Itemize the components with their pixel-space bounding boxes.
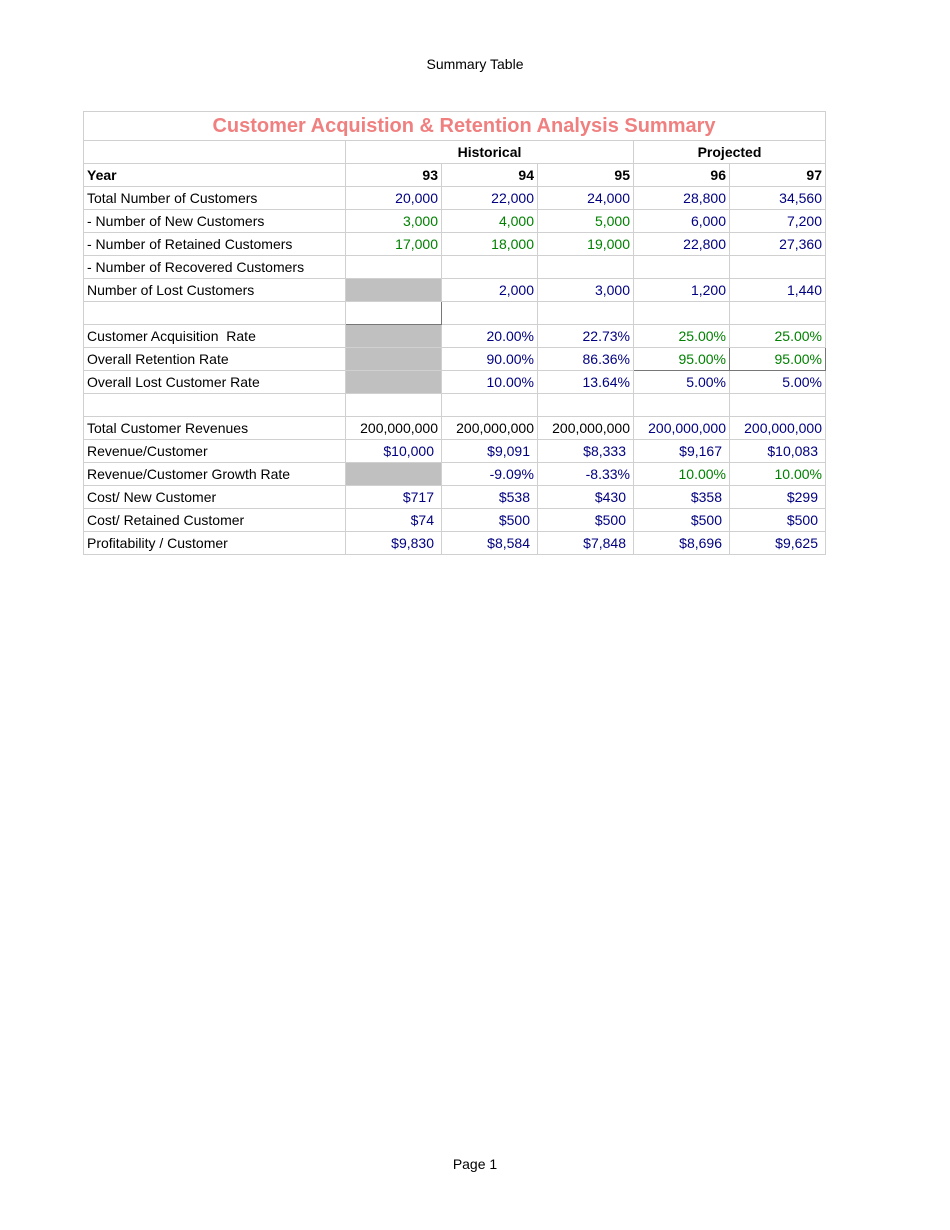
page-footer: Page 1: [452, 1156, 498, 1172]
cell: $9,830: [346, 532, 442, 555]
cell: 25.00%: [634, 325, 730, 348]
row-label: Total Customer Revenues: [84, 417, 346, 440]
spacer-row: [84, 302, 826, 325]
year-label: Year: [84, 164, 346, 187]
row-label: - Number of Recovered Customers: [84, 256, 346, 279]
row-label: Overall Retention Rate: [84, 348, 346, 371]
cell: $500: [634, 509, 730, 532]
table-row: [84, 486, 826, 509]
cell: 5,000: [538, 210, 634, 233]
cell: $358: [634, 486, 730, 509]
cell: 90.00%: [442, 348, 538, 371]
cell: 20.00%: [442, 325, 538, 348]
cell: 200,000,000: [538, 417, 634, 440]
table-row: [84, 440, 826, 463]
empty-cell: [634, 302, 730, 325]
period-header-row: [84, 141, 826, 164]
cell: 18,000: [442, 233, 538, 256]
year-96: 96: [634, 164, 730, 187]
cell: 22,000: [442, 187, 538, 210]
table-row: [84, 256, 826, 279]
projected-header: Projected: [634, 141, 826, 164]
cell: 3,000: [346, 210, 442, 233]
cell: [730, 256, 826, 279]
cell: 95.00%: [730, 348, 826, 371]
cell: 200,000,000: [442, 417, 538, 440]
cell: $538: [442, 486, 538, 509]
selected-cell[interactable]: [346, 302, 442, 325]
cell: -9.09%: [442, 463, 538, 486]
cell: $500: [730, 509, 826, 532]
cell: 5.00%: [634, 371, 730, 394]
cell: 13.64%: [538, 371, 634, 394]
cell: $74: [346, 509, 442, 532]
empty-cell: [84, 302, 346, 325]
cell: 86.36%: [538, 348, 634, 371]
cell: 5.00%: [730, 371, 826, 394]
year-95: 95: [538, 164, 634, 187]
empty-cell: [634, 394, 730, 417]
shaded-cell: [346, 279, 442, 302]
cell: $10,000: [346, 440, 442, 463]
cell: 20,000: [346, 187, 442, 210]
cell: 22,800: [634, 233, 730, 256]
cell: 200,000,000: [346, 417, 442, 440]
cell: 34,560: [730, 187, 826, 210]
cell: 24,000: [538, 187, 634, 210]
cell: 2,000: [442, 279, 538, 302]
row-label: Overall Lost Customer Rate: [84, 371, 346, 394]
cell: 1,440: [730, 279, 826, 302]
table-row: [84, 210, 826, 233]
cell: $500: [538, 509, 634, 532]
cell: 10.00%: [634, 463, 730, 486]
cell: $8,584: [442, 532, 538, 555]
cell: $9,625: [730, 532, 826, 555]
empty-cell: [538, 302, 634, 325]
table-title: Customer Acquistion & Retention Analysis Summary: [84, 112, 826, 141]
cell: $430: [538, 486, 634, 509]
empty-cell: [730, 394, 826, 417]
table-row: [84, 187, 826, 210]
cell: 200,000,000: [730, 417, 826, 440]
cell: $717: [346, 486, 442, 509]
cell: [442, 256, 538, 279]
row-label: - Number of New Customers: [84, 210, 346, 233]
cell: 4,000: [442, 210, 538, 233]
cell: 17,000: [346, 233, 442, 256]
cell: 10.00%: [730, 463, 826, 486]
cell: [634, 256, 730, 279]
spacer-row: [84, 394, 826, 417]
historical-header: Historical: [346, 141, 634, 164]
year-94: 94: [442, 164, 538, 187]
cell: 200,000,000: [634, 417, 730, 440]
cell: $500: [442, 509, 538, 532]
row-label: Cost/ New Customer: [84, 486, 346, 509]
cell: [538, 256, 634, 279]
table-row: [84, 325, 826, 348]
cell: 25.00%: [730, 325, 826, 348]
table-row: [84, 279, 826, 302]
table-row: [84, 348, 826, 371]
year-row: [84, 164, 826, 187]
empty-cell: [84, 141, 346, 164]
empty-cell: [538, 394, 634, 417]
empty-cell: [442, 394, 538, 417]
row-label: Profitability / Customer: [84, 532, 346, 555]
empty-cell: [730, 302, 826, 325]
cell: 19,000: [538, 233, 634, 256]
shaded-cell: [346, 325, 442, 348]
cell: [346, 256, 442, 279]
page-header: Summary Table: [426, 56, 524, 72]
row-label: Cost/ Retained Customer: [84, 509, 346, 532]
year-97: 97: [730, 164, 826, 187]
cell: $10,083: [730, 440, 826, 463]
cell: $8,333: [538, 440, 634, 463]
empty-cell: [346, 394, 442, 417]
row-label: Number of Lost Customers: [84, 279, 346, 302]
cell: 6,000: [634, 210, 730, 233]
cell: $9,167: [634, 440, 730, 463]
table-row: [84, 532, 826, 555]
cell: $7,848: [538, 532, 634, 555]
table-row: [84, 509, 826, 532]
cell: 95.00%: [634, 348, 730, 371]
cell: 3,000: [538, 279, 634, 302]
cell: 10.00%: [442, 371, 538, 394]
table-row: [84, 371, 826, 394]
row-label: - Number of Retained Customers: [84, 233, 346, 256]
row-label: Revenue/Customer: [84, 440, 346, 463]
cell: -8.33%: [538, 463, 634, 486]
row-label: Revenue/Customer Growth Rate: [84, 463, 346, 486]
cell: 27,360: [730, 233, 826, 256]
table-row: [84, 233, 826, 256]
row-label: Customer Acquisition Rate: [84, 325, 346, 348]
shaded-cell: [346, 371, 442, 394]
shaded-cell: [346, 463, 442, 486]
cell: $9,091: [442, 440, 538, 463]
cell: 1,200: [634, 279, 730, 302]
table-row: [84, 417, 826, 440]
year-93: 93: [346, 164, 442, 187]
cell: 7,200: [730, 210, 826, 233]
table-row: [84, 463, 826, 486]
cell: 22.73%: [538, 325, 634, 348]
row-label: Total Number of Customers: [84, 187, 346, 210]
title-row: [84, 112, 826, 141]
summary-table: [83, 111, 826, 555]
cell: $299: [730, 486, 826, 509]
cell: $8,696: [634, 532, 730, 555]
empty-cell: [442, 302, 538, 325]
empty-cell: [84, 394, 346, 417]
cell: 28,800: [634, 187, 730, 210]
shaded-cell: [346, 348, 442, 371]
